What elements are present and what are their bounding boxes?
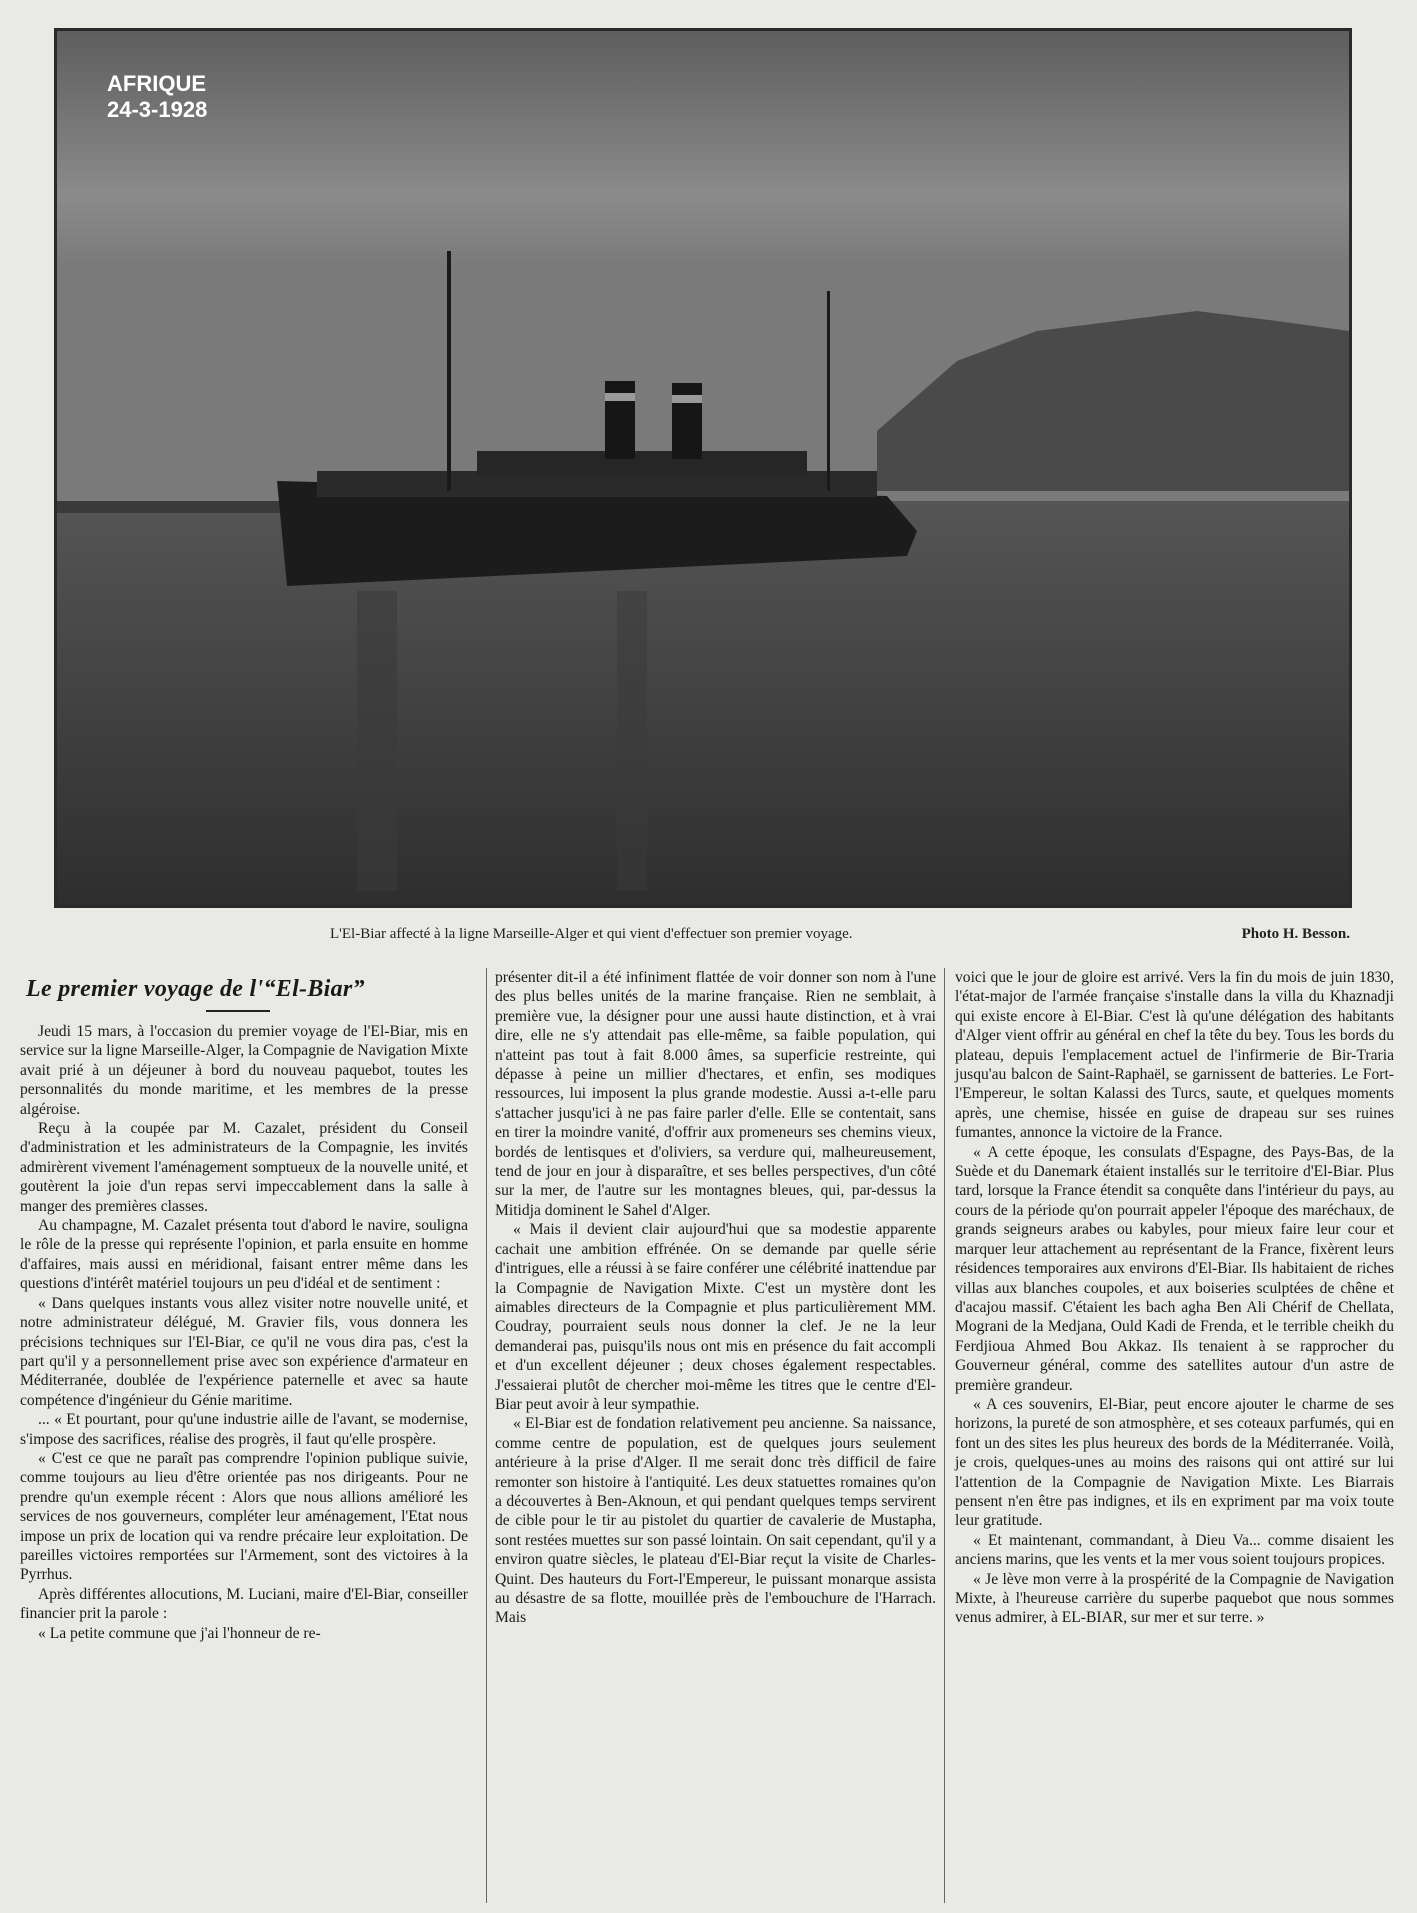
article-column-1 bbox=[20, 968, 468, 1903]
paragraph: « A ces souvenirs, El-Biar, peut encore ajouter le charme de ses horizons, la pureté de son atmosphère, et ses coteaux parfumés, qui en font un des sites les plus heureux des bords de la Méditerranée. Voilà, je crois, quelques-unes au moins des raisons qui ont attiré sur lui l'attention de la Compagnie de Navigation Mixte. Les Biarrais pensent n'en être pas indignes, et ils en expriment par ma voix toute leur gratitude. bbox=[955, 1395, 1394, 1530]
caption-text: L'El-Biar affecté à la ligne Marseille-Alger et qui vient d'effectuer son premier voyage. bbox=[330, 926, 853, 942]
article-column-2 bbox=[486, 968, 936, 1903]
article-column-3 bbox=[944, 968, 1394, 1903]
photo-caption bbox=[60, 926, 1350, 950]
paragraph: Au champagne, M. Cazalet présenta tout d'abord le navire, souligna le rôle de la presse qui représente l'opinion, et parla ensuite en homme d'affaires, mais aussi en méridional, faisant entrer même dans les questions d'intérêt matériel toujours un peu d'idéal et de sentiment : bbox=[20, 1217, 468, 1293]
paragraph: « Mais il devient clair aujourd'hui que sa modestie apparente cachait une ambition effrénée. On se demande par quelle série d'intrigues, elle a réussi à se faire conférer une célébrité inattendue par la Compagnie de Navigation Mixte. C'est un mystère dont les aimables directeurs de la Compagnie et plus particulièrement MM. Coudray, pourraient seuls nous donner la clef. Je ne la leur demanderai pas, puisqu'ils nous ont mis en présence du fait accompli et d'un excellent déjeuner ; deux choses également respectables. J'essaierai plutôt de chercher moi-même les titres que le centre d'El-Biar peut avoir à leur sympathie. bbox=[495, 1221, 936, 1413]
source-stamp bbox=[107, 71, 207, 123]
ship-photograph bbox=[54, 28, 1352, 908]
paragraph: « Et maintenant, commandant, à Dieu Va... comme disaient les anciens marins, que les vents et la mer vous soient toujours propices. bbox=[955, 1531, 1394, 1569]
paragraph: ... « Et pourtant, pour qu'une industrie aille de l'avant, se modernise, s'impose des sacrifices, réalise des progrès, il faut qu'elle prospère. bbox=[20, 1411, 468, 1448]
paragraph: présenter dit-il a été infiniment flattée de voir donner son nom à l'une des plus belles unités de la marine française. Rien ne semblait, à première vue, la désigner pour une aussi haute distinction, et à vrai dire, elle ne s'y attendait pas elle-même, sa faible population, qui n'atteint pas tout à fait 8.000 âmes, sa superficie restreinte, qui dépasse à peine un millier d'hectares, et enfin, ses modiques ressources, lui imposent la plus grande modestie. Aussi a-t-elle paru s'attacher jusqu'ici à ne pas faire parler d'elle. Elle se contentait, sans en tirer la moindre vanité, d'offrir aux promeneurs ses chemins vieux, bordés de lentisques et d'oliviers, sa verdure qui, malheureusement, tend de jour en jour à disparaître, et ses belles perspectives, d'un côté sur la mer, de l'autre sur les montagnes bleues, qui, par-dessus la Mitidja dominent le Sahel d'Alger. bbox=[495, 969, 936, 1219]
photo-credit: Photo H. Besson. bbox=[1241, 926, 1350, 942]
paragraph: Reçu à la coupée par M. Cazalet, président du Conseil d'administration et les administrateurs de la Compagnie, les invités admirèrent vivement l'aménagement somptueux de la nouvelle unité, et goutèrent la joie d'un repas servi impeccablement dans la salle à manger des premières classes. bbox=[20, 1120, 468, 1215]
paragraph: Jeudi 15 mars, à l'occasion du premier voyage de l'El-Biar, mis en service sur la ligne Marseille-Alger, la Compagnie de Navigation Mixte avait prié à un déjeuner à bord du nouveau paquebot, toutes les personnalités du monde maritime, et les membres de la presse algéroise. bbox=[20, 1023, 468, 1118]
paragraph: « C'est ce que ne paraît pas comprendre l'opinion publique suivie, comme toujours au lieu d'être orientée pas nos dirigeants. Pour ne prendre qu'un exemple récent : Alors que nous allions amélioré les services de nos gouverneurs, compléter leur aménagement, l'Etat nous impose un prix de location qui va rendre précaire leur exploitation. De pareilles victoires remportées sur l'Armement, sont des victoires à la Pyrrhus. bbox=[20, 1449, 468, 1584]
stamp-date: 24-3-1928 bbox=[107, 97, 208, 122]
article-headline: Le premier voyage de l'“El-Biar” bbox=[26, 976, 365, 1002]
paragraph: Après différentes allocutions, M. Luciani, maire d'El-Biar, conseiller financier prit la parole : bbox=[20, 1585, 468, 1623]
paragraph: « A cette époque, les consulats d'Espagne, des Pays-Bas, de la Suède et du Danemark étaient installés sur le territoire d'El-Biar. Plus tard, lorsque la France étendit sa conquête dans l'intérieur du pays, au cours de la période qu'on pourrait appeler l'époque des maréchaux, de grands seigneurs arabes ou kabyles, pour mieux faire leur cour et marquer leur attachement au représentant de la France, fixèrent leurs résidences temporaires aux environs d'El-Biar. Ils habitaient de riches villas aux blanches coupoles, et aux boiseries sculptées de chêne et d'acajou massif. C'étaient les bach agha Ben Ali Chérif de Chellata, Mograni de la Medjana, Ould Kadi de Frenda, et le terrible cheikh du Ferdjioua Ahmed Bou Akkaz. Ils tenaient à se rapprocher du Gouverneur général, comme des satellites autour d'un astre de première grandeur. bbox=[955, 1143, 1394, 1394]
paragraph: « La petite commune que j'ai l'honneur de re- bbox=[38, 1624, 321, 1642]
ship-illustration bbox=[57, 31, 1349, 905]
paragraph: « Je lève mon verre à la prospérité de la Compagnie de Navigation Mixte, à l'heureuse carrière du superbe paquebot que nous sommes venus admirer, à EL-BIAR, sur mer et sur terre. » bbox=[955, 1570, 1394, 1627]
paragraph: « El-Biar est de fondation relativement peu ancienne. Sa naissance, comme centre de population, est de quelques jours seulement antérieure à la prise d'Alger. Il me serait donc très difficil de faire remonter son histoire à l'antiquité. Les deux statuettes romaines qu'on a découvertes à Ben-Aknoun, et qui pendant quelques temps servirent de cible pour le tir au pistolet du quartier de cavalerie de Mustapha, sont restées muettes sur son passé lointain. On sait cependant, qu'il y a environ quatre siècles, le plateau d'El-Biar reçut la visite de Charles-Quint. Des hauteurs du Fort-l'Empereur, le puissant monarque assista au désastre de sa flotte, mouillée près de l'embouchure de l'Harrach. Mais bbox=[495, 1415, 936, 1627]
headline-rule bbox=[206, 1010, 270, 1012]
paragraph: « Dans quelques instants vous allez visiter notre nouvelle unité, et notre administrateur délégué, M. Gravier fils, vous donnera les précisions techniques sur l'El-Biar, ce qu'il ne vous dira pas, c'est la part qu'il y a personnellement prise avec son expérience d'armateur en Méditerranée, doublée de l'expérience paternelle et avec sa haute compétence d'ingénieur du Génie maritime. bbox=[20, 1294, 468, 1409]
paragraph: voici que le jour de gloire est arrivé. Vers la fin du mois de juin 1830, l'état-major de l'armée française s'installe dans la villa du Khaznadji qui existe encore à El-Biar. C'est là qu'une délégation des habitants d'Alger vient offrir au général en chef la tête du bey. Tous les bords du plateau, depuis l'emplacement actuel de l'infirmerie de Bir-Traria jusqu'au balcon de Saint-Raphaël, se garnissent de batteries. Le Fort-l'Empereur, le soltan Kalassi des Turcs, saute, et quelques moments après, une chemise, hissée en guise de drapeau sur ses ruines fumantes, annonce la victoire de la France. bbox=[955, 969, 1394, 1142]
stamp-publication: AFRIQUE bbox=[107, 71, 206, 96]
